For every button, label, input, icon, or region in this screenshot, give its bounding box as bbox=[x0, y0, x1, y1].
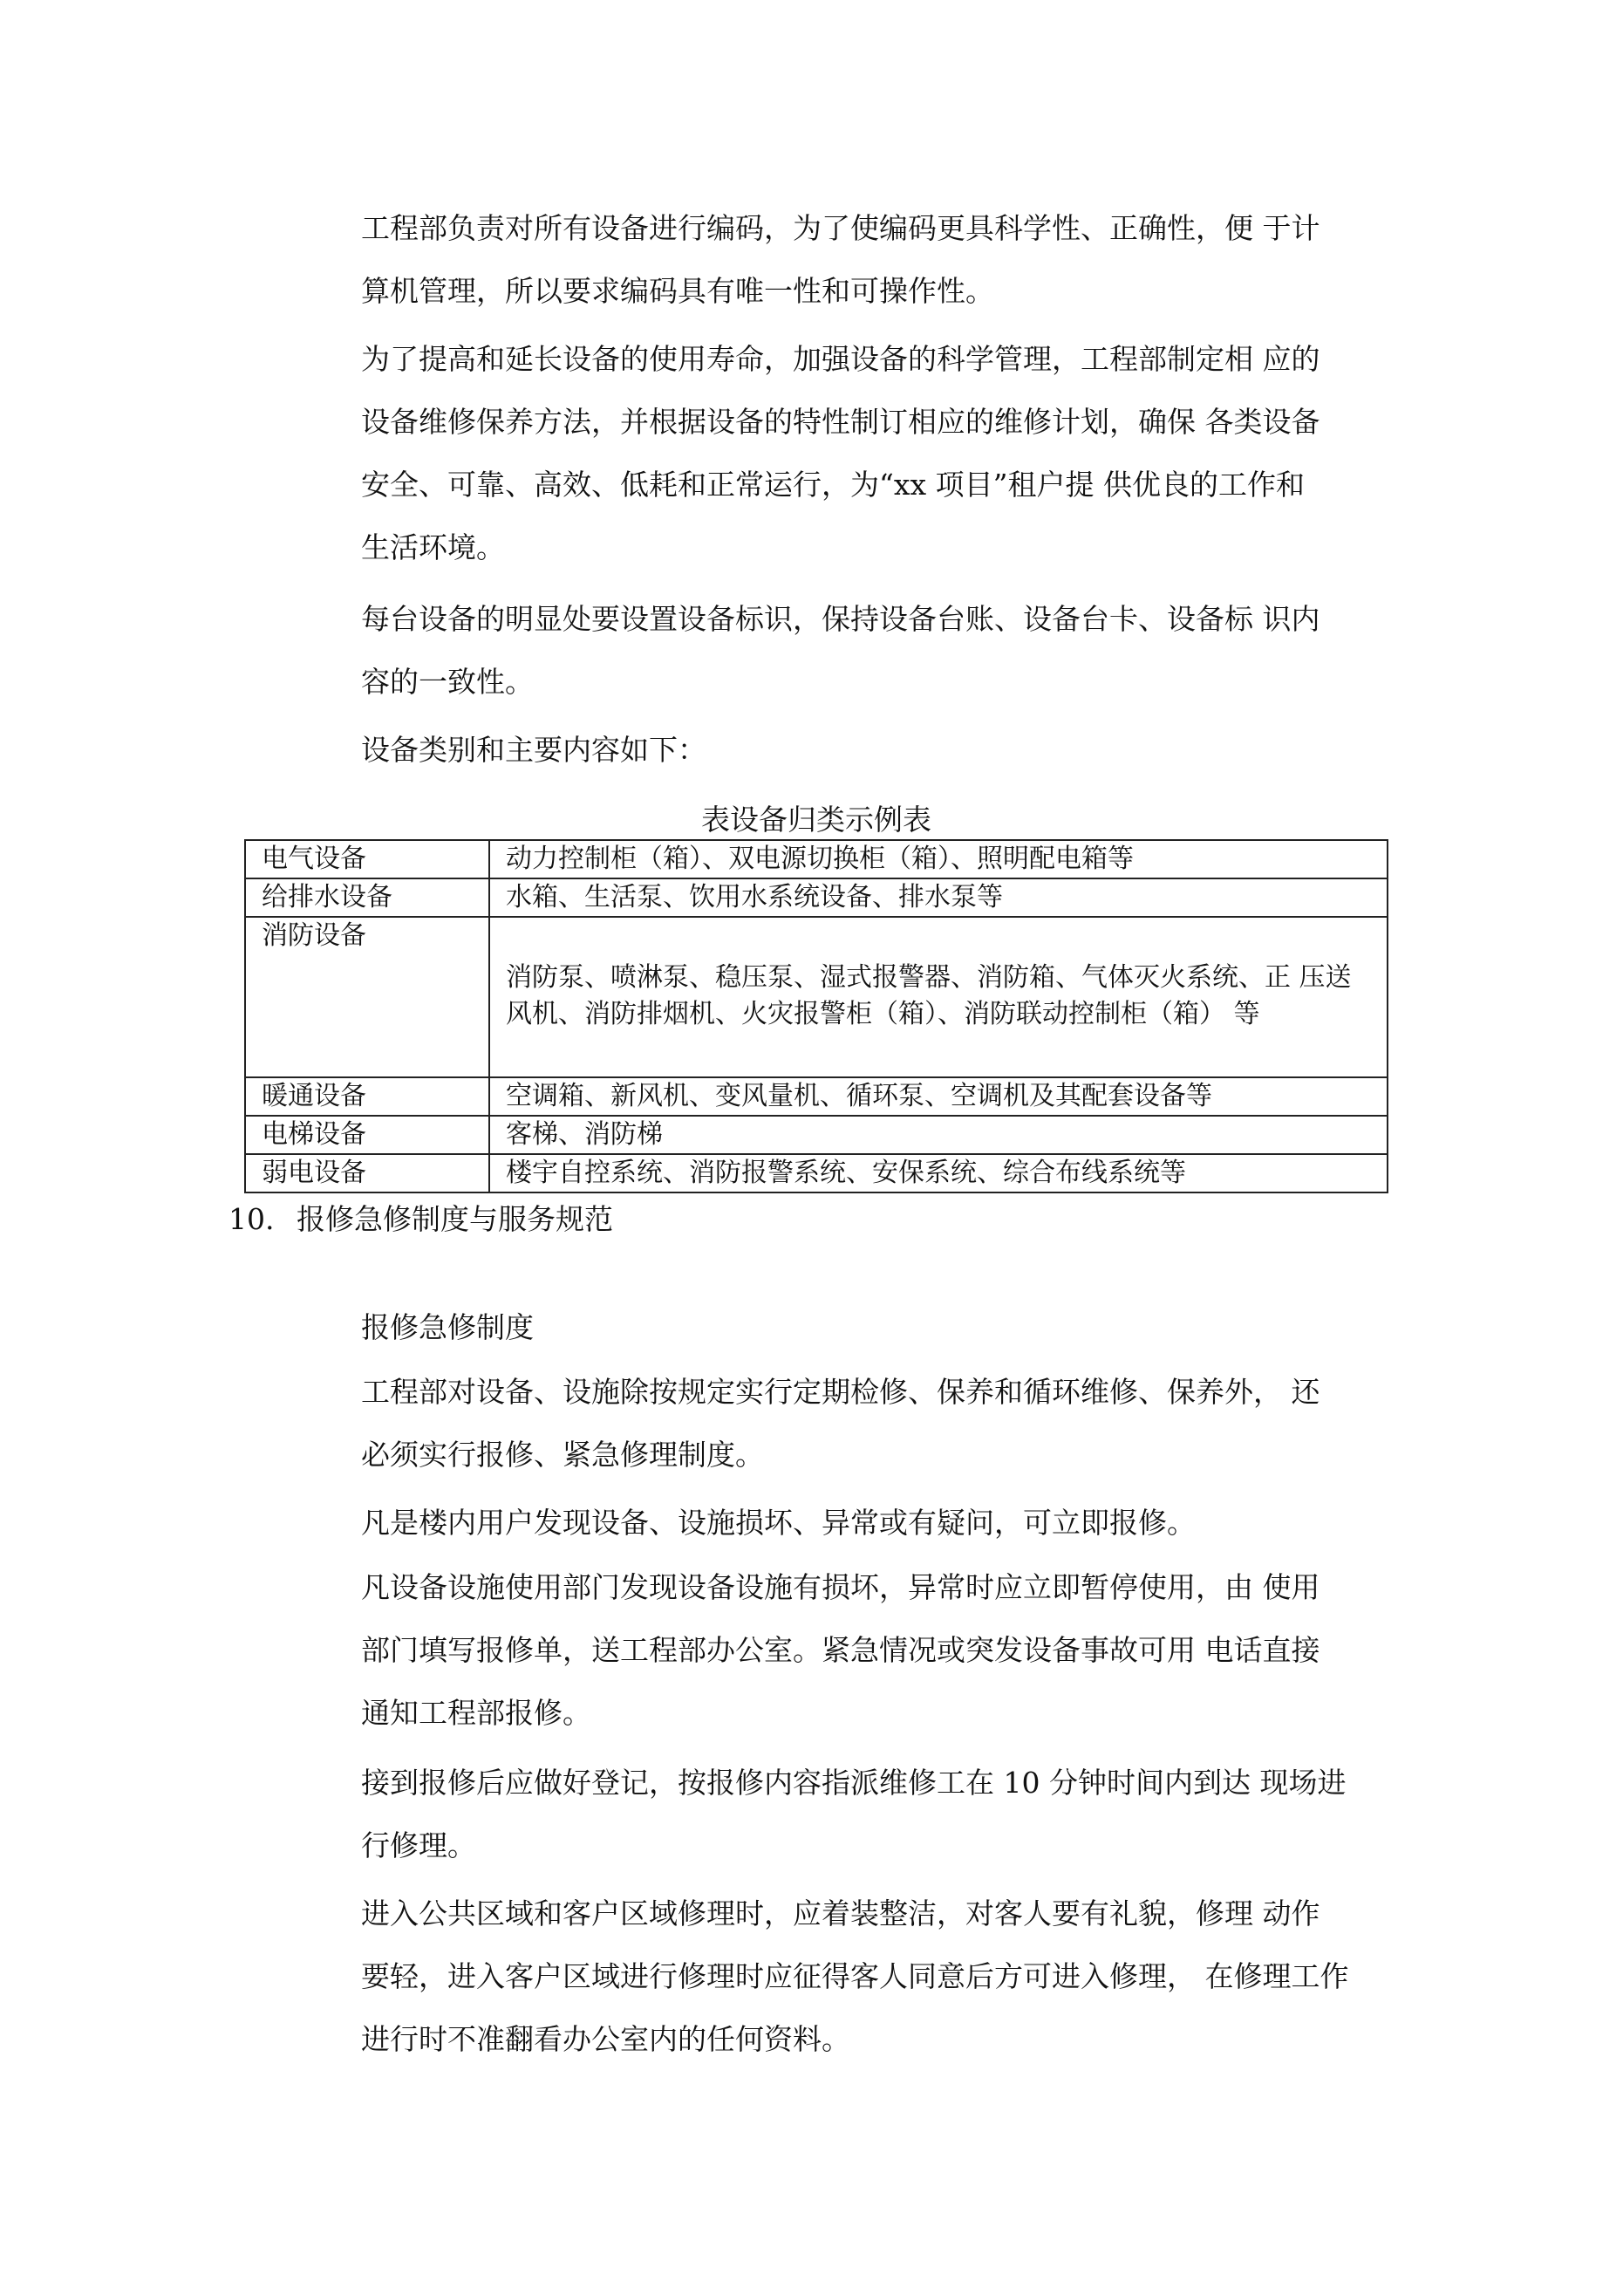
content-cell bbox=[489, 840, 1388, 878]
text-line: 进入公共区域和客户区域修理时，应着装整洁，对客人要有礼貌，修理 动作 bbox=[361, 1896, 1320, 1930]
category-cell: 电气设备 bbox=[245, 840, 489, 878]
text-line: 必须实行报修、紧急修理制度。 bbox=[361, 1438, 764, 1472]
section-title: 报修急修制度与服务规范 bbox=[297, 1202, 613, 1236]
text-line: 设备类别和主要内容如下： bbox=[361, 733, 706, 767]
paragraph-department-report bbox=[361, 1556, 1408, 1745]
table-caption: 表设备归类示例表 bbox=[701, 803, 931, 837]
content-line: 水箱、生活泵、饮用水系统设备、排水泵等 bbox=[506, 882, 1003, 912]
table-row bbox=[245, 1116, 1388, 1154]
content-line: 风机、消防排烟机、火灾报警柜（箱）、消防联动控制柜（箱） 等 bbox=[506, 999, 1260, 1029]
text-line: 凡是楼内用户发现设备、设施损坏、异常或有疑问，可立即报修。 bbox=[361, 1506, 1196, 1540]
content-cell bbox=[489, 1154, 1388, 1192]
paragraph-dispatch bbox=[361, 1752, 1408, 1877]
text-line: 报修急修制度 bbox=[361, 1310, 534, 1344]
category-cell: 消防设备 bbox=[245, 917, 489, 1077]
content-cell bbox=[489, 1116, 1388, 1154]
equipment-classification-table bbox=[244, 839, 1388, 1193]
category-cell: 给排水设备 bbox=[245, 878, 489, 917]
text-line: 容的一致性。 bbox=[361, 665, 534, 699]
content-line: 楼宇自控系统、消防报警系统、安保系统、综合布线系统等 bbox=[506, 1158, 1186, 1188]
text-line: 接到报修后应做好登记，按报修内容指派维修工在 10 分钟时间内到达 现场进 bbox=[361, 1766, 1347, 1800]
text-line: 每台设备的明显处要设置设备标识，保持设备台账、设备台卡、设备标 识内 bbox=[361, 602, 1320, 636]
paragraph-repair-system bbox=[361, 1361, 1408, 1486]
text-line: 要轻，进入客户区域进行修理时应征得客人同意后方可进入修理， 在修理工作 bbox=[361, 1959, 1349, 1993]
text-line: 安全、可靠、高效、低耗和正常运行，为“xx 项目”租户提 供优良的工作和 bbox=[361, 468, 1305, 502]
text-line: 凡设备设施使用部门发现设备设施有损坏，异常时应立即暂停使用，由 使用 bbox=[361, 1570, 1320, 1604]
table-row bbox=[245, 1077, 1388, 1116]
text-line: 行修理。 bbox=[361, 1828, 476, 1862]
paragraph-user-report bbox=[361, 1492, 1408, 1555]
text-line: 为了提高和延长设备的使用寿命，加强设备的科学管理，工程部制定相 应的 bbox=[361, 342, 1320, 376]
paragraph-equipment-coding bbox=[361, 197, 1408, 323]
paragraph-equipment-identification bbox=[361, 588, 1408, 714]
content-cell bbox=[489, 878, 1388, 917]
text-line: 工程部对设备、设施除按规定实行定期检修、保养和循环维修、保养外， 还 bbox=[361, 1375, 1320, 1409]
paragraph-maintenance-method bbox=[361, 328, 1408, 579]
section-number: 10. bbox=[228, 1202, 275, 1236]
text-line: 工程部负责对所有设备进行编码，为了使编码更具科学性、正确性，便 于计 bbox=[361, 211, 1320, 245]
content-cell bbox=[489, 1077, 1388, 1116]
text-line: 进行时不准翻看办公室内的任何资料。 bbox=[361, 2022, 850, 2056]
paragraph-conduct bbox=[361, 1883, 1408, 2071]
table-row bbox=[245, 917, 1388, 1077]
category-cell: 弱电设备 bbox=[245, 1154, 489, 1192]
table-row bbox=[245, 840, 1388, 878]
category-cell: 暖通设备 bbox=[245, 1077, 489, 1116]
category-cell: 电梯设备 bbox=[245, 1116, 489, 1154]
table-row bbox=[245, 1154, 1388, 1192]
subsection-title bbox=[361, 1296, 1408, 1359]
text-line: 通知工程部报修。 bbox=[361, 1696, 591, 1730]
content-cell bbox=[489, 917, 1388, 1077]
table-row bbox=[245, 878, 1388, 917]
section-heading bbox=[228, 1200, 613, 1239]
content-line: 动力控制柜（箱）、双电源切换柜（箱）、照明配电箱等 bbox=[506, 844, 1134, 874]
text-line: 设备维修保养方法，并根据设备的特性制订相应的维修计划，确保 各类设备 bbox=[361, 405, 1320, 439]
text-line: 生活环境。 bbox=[361, 530, 505, 564]
text-line: 部门填写报修单，送工程部办公室。紧急情况或突发设备事故可用 电话直接 bbox=[361, 1633, 1320, 1667]
content-line: 消防泵、喷淋泵、稳压泵、湿式报警器、消防箱、气体灭火系统、正 压送 bbox=[506, 962, 1352, 993]
content-line: 空调箱、新风机、变风量机、循环泵、空调机及其配套设备等 bbox=[506, 1081, 1212, 1111]
content-line: 客梯、消防梯 bbox=[506, 1119, 663, 1150]
text-line: 算机管理，所以要求编码具有唯一性和可操作性。 bbox=[361, 274, 994, 308]
paragraph-category-intro bbox=[361, 719, 1408, 782]
